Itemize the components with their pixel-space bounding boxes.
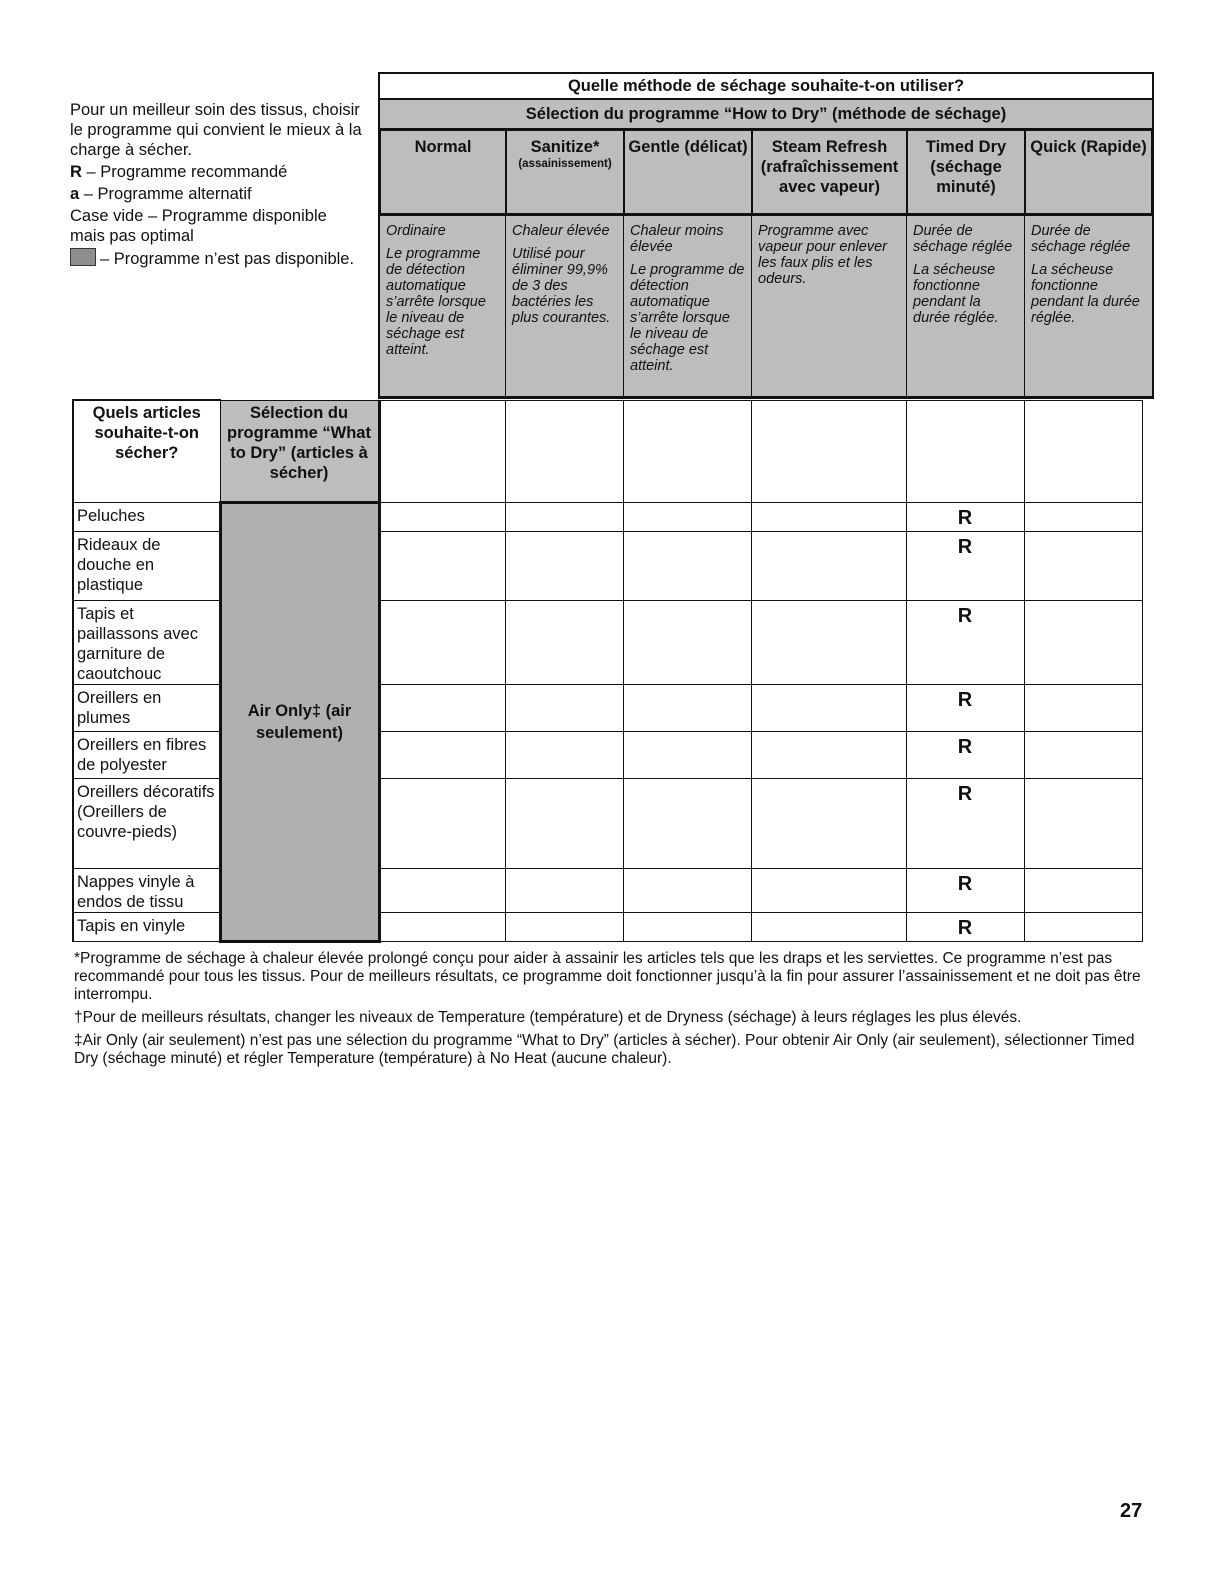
legend-alternate: a – Programme alternatif (70, 185, 252, 203)
mark-cell (751, 600, 906, 684)
legend (70, 100, 366, 271)
mark-cell (1024, 600, 1142, 684)
mark-cell (623, 778, 751, 868)
mark-cell (1024, 868, 1142, 912)
page-number: 27 (1120, 1500, 1143, 1522)
footnotes (74, 950, 1159, 1073)
mark-cell: R (906, 868, 1024, 912)
mark-cell (1024, 684, 1142, 731)
items-question: Quels articles souhaite-t-on sécher? (73, 400, 220, 502)
items-selection: Sélection du programme “What to Dry” (articles à sécher) (220, 400, 379, 502)
mark-cell (623, 731, 751, 778)
mark-cell (623, 600, 751, 684)
mark-cell (751, 778, 906, 868)
program-steam-refresh: Steam Refresh (rafraîchissement avec vapeur) (753, 131, 908, 213)
mark-cell (379, 778, 505, 868)
desc-sanitize: Chaleur élevée Utilisé pour éliminer 99,9% de 3 des bactéries les plus courantes. (506, 216, 624, 396)
item-label: Oreillers décoratifs (Oreillers de couvre-pieds) (73, 778, 220, 868)
item-label: Nappes vinyle à endos de tissu (73, 868, 220, 912)
program-timed-dry: Timed Dry (séchage minuté) (908, 131, 1026, 213)
mark-cell: R (906, 600, 1024, 684)
mark-cell (379, 600, 505, 684)
desc-timed-dry: Durée de séchage réglée La sécheuse fonctionne pendant la durée réglée. (907, 216, 1025, 396)
items-header-row (73, 400, 1142, 502)
program-quick: Quick (Rapide) (1030, 138, 1147, 156)
mark-cell: R (906, 502, 1024, 531)
legend-intro: Pour un meilleur soin des tissus, choisir le programme qui convient le mieux à la charge à sécher. (70, 101, 362, 159)
desc-steam-refresh: Programme avec vapeur pour enlever les faux plis et les odeurs. (752, 216, 907, 396)
mark-cell (623, 912, 751, 941)
table-row (73, 502, 1142, 531)
program-description-row (378, 216, 1154, 399)
mark-cell: R (906, 684, 1024, 731)
mark-cell: R (906, 731, 1024, 778)
item-label: Tapis et paillassons avec garniture de caoutchouc (73, 600, 220, 684)
mark-cell (1024, 502, 1142, 531)
footnote-double-dagger: ‡Air Only (air seulement) n’est pas une sélection du programme “What to Dry” (articles à sécher). Pour obtenir Air Only (air seulement), sélectionner Timed Dry (séchage minuté) et régler Temperature (température) à No Heat (aucune chaleur). (74, 1032, 1135, 1067)
footnote-star: *Programme de séchage à chaleur élevée prolongé conçu pour aider à assainir les articles tels que les draps et les serviettes. Ce programme n’est pas recommandé pour tous les tissus. Pour de meilleurs résultats, ce programme doit fonctionner jusqu’à la fin pour assurer l’assainissement et ne doit pas être interrompu. (74, 950, 1141, 1003)
mark-cell (751, 731, 906, 778)
mark-cell (1024, 912, 1142, 941)
mark-cell (379, 531, 505, 600)
mark-cell (623, 502, 751, 531)
legend-unavailable: – Programme n’est pas disponible. (70, 248, 366, 269)
mark-cell (505, 868, 623, 912)
mark-cell (505, 778, 623, 868)
mark-cell (623, 684, 751, 731)
mark-cell (379, 684, 505, 731)
item-label: Rideaux de douche en plastique (73, 531, 220, 600)
legend-recommended: R – Programme recommandé (70, 163, 288, 181)
footnote-dagger: †Pour de meilleurs résultats, changer les niveaux de Temperature (température) et de Dryness (séchage) à leurs réglages les plus élevés. (74, 1009, 1022, 1026)
mark-cell (751, 684, 906, 731)
mark-cell (751, 912, 906, 941)
program-gentle: Gentle (délicat) (625, 131, 753, 213)
program-normal: Normal (381, 131, 507, 213)
cell (623, 400, 751, 502)
legend-blank: Case vide – Programme disponible mais pas optimal (70, 207, 327, 245)
item-label: Tapis en vinyle (73, 912, 220, 941)
mark-cell (623, 531, 751, 600)
program-header-row (378, 128, 1154, 216)
mark-cell (1024, 531, 1142, 600)
item-label: Peluches (73, 502, 220, 531)
desc-gentle: Chaleur moins élevée Le programme de détection automatique s’arrête lorsque le niveau de séchage est atteint. (624, 216, 752, 396)
cell (505, 400, 623, 502)
mark-cell (379, 868, 505, 912)
mark-cell (1024, 778, 1142, 868)
cell (751, 400, 906, 502)
items-table (72, 399, 1143, 943)
desc-quick: Durée de séchage réglée La sécheuse fonctionne pendant la durée réglée. (1031, 223, 1140, 326)
program-sanitize: Sanitize* (assainissement) (507, 131, 625, 213)
mark-cell: R (906, 778, 1024, 868)
mark-cell (623, 868, 751, 912)
mark-cell (751, 531, 906, 600)
cell (1024, 400, 1142, 502)
mark-cell (379, 502, 505, 531)
mark-cell: R (906, 912, 1024, 941)
item-label: Oreillers en fibres de polyester (73, 731, 220, 778)
mark-cell (751, 868, 906, 912)
cell (379, 400, 505, 502)
item-label: Oreillers en plumes (73, 684, 220, 731)
mark-cell: R (906, 531, 1024, 600)
mark-cell (1024, 731, 1142, 778)
mark-cell (505, 912, 623, 941)
desc-normal: Ordinaire Le programme de détection automatique s’arrête lorsque le niveau de séchage est atteint. (380, 216, 506, 396)
mark-cell (379, 912, 505, 941)
mark-cell (505, 531, 623, 600)
mark-cell (505, 731, 623, 778)
mark-cell (505, 502, 623, 531)
air-only-cell: Air Only‡ (air seulement) (220, 502, 379, 941)
mark-cell (505, 684, 623, 731)
how-to-dry-question: Quelle méthode de séchage souhaite-t-on utiliser? (378, 72, 1154, 100)
grey-swatch-icon (70, 248, 96, 266)
cell (906, 400, 1024, 502)
mark-cell (379, 731, 505, 778)
mark-cell (505, 600, 623, 684)
how-to-dry-selection: Sélection du programme “How to Dry” (méthode de séchage) (378, 100, 1154, 128)
mark-cell (751, 502, 906, 531)
